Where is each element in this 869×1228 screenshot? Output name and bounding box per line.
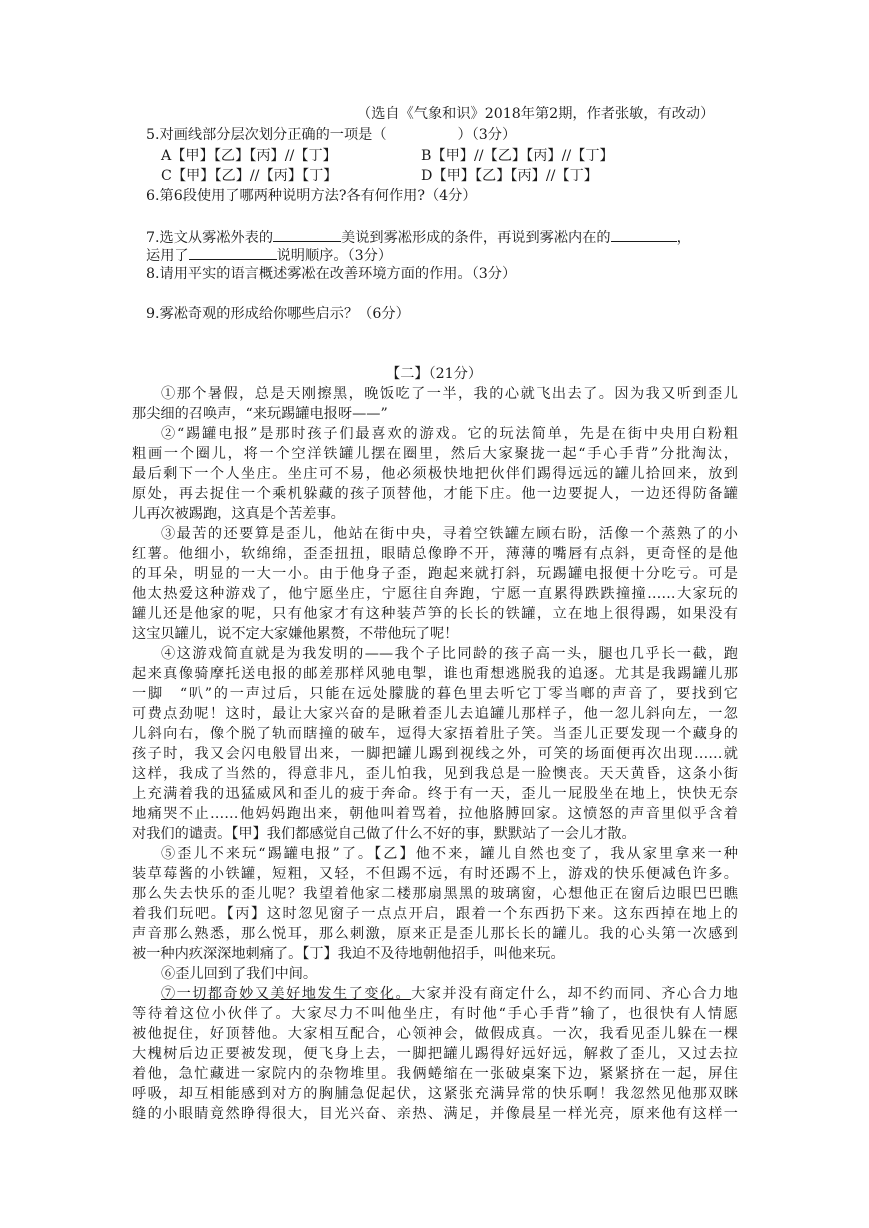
q7-text-1: 7.选文从雾凇外表的 xyxy=(146,230,274,246)
passage-line: 对我们的谴责。【甲】我们都感觉自己做了什么不好的事，默默站了一会儿才散。 xyxy=(132,826,636,842)
passage-line: 粗画一个圈儿，将一个空洋铁罐儿摆在圈里，然后大家聚拢一起“手心手背”分批淘汰， xyxy=(132,446,738,462)
passage-line: ②“踢罐电报”是那时孩子们最喜欢的游戏。它的玩法简单，先是在街中央用白粉粗 xyxy=(161,426,738,442)
passage-line: 罐儿还是他家的呢，只有他家才有这种装芦笋的长长的铁罐，立在地上很得踢，如果没有 xyxy=(132,606,738,622)
passage-line-text: 大家并没有商定什么，却不约而同、齐心合力地 xyxy=(411,986,738,1002)
question-7-line-2 xyxy=(146,245,392,266)
q7-blank-2[interactable] xyxy=(611,227,677,242)
passage-line: 呼吸，却互相能感到对方的胸脯急促起伏，这紧张充满异常的快乐啊！我忽然见他那双眯 xyxy=(132,1086,738,1102)
q7-text-5: 说明顺序。（3分） xyxy=(276,248,393,264)
passage-line: ⑥歪儿回到了我们中间。 xyxy=(161,966,318,982)
passage-line: 他太热爱这种游戏了，他宁愿坐庄，宁愿往自奔跑，宁愿一直累得跌跌撞撞……大家玩的 xyxy=(132,586,738,602)
q5-option-a: A【甲】【乙】【丙】//【丁】 xyxy=(161,148,337,164)
passage-line: 这样，我成了当然的，得意非凡，歪儿怕我，见到我总是一脸懊丧。天天黄昏，这条小街 xyxy=(132,766,738,782)
q7-text-2: 美说到雾凇形成的条件，再说到雾凇内在的 xyxy=(341,230,611,246)
passage-line: 上充满着我的迅猛威风和歪儿的疲于奔命。终于有一天，歪儿一屁股坐在地上，快快无奈 xyxy=(132,786,738,802)
passage-line: 的耳朵，明显的一大一小。由于他身子歪，跑起来就打斜，玩踢罐电报便十分吃亏。可是 xyxy=(132,566,738,582)
passage-line: ①那个暑假，总是天刚擦黑，晚饭吃了一半，我的心就飞出去了。因为我又听到歪儿 xyxy=(161,386,738,402)
question-9: 9.雾凇奇观的形成给你哪些启示？（6分） xyxy=(146,306,410,322)
passage-line: 那尖细的召唤声，“来玩踢罐电报呀——” xyxy=(132,406,388,422)
passage-line: 等待着这位小伙伴了。大家尽力不叫他坐庄，有时他“手心手背”输了，也很快有人情愿 xyxy=(132,1006,738,1022)
q5-option-d: D【甲】【乙】【丙】//【丁】 xyxy=(421,168,598,184)
passage-line: 大槐树后边正要被发现，便飞身上去，一脚把罐儿踢得好远好远，解救了歪儿，又过去拉 xyxy=(132,1046,738,1062)
q7-blank-3[interactable] xyxy=(189,245,277,260)
passage-line: ⑤歪儿不来玩“踢罐电报”了。【乙】他不来，罐儿自然也变了，我从家里拿来一种 xyxy=(161,846,738,862)
passage-line: 着我们玩吧。【丙】这时忽见窗子一点点开启，跟着一个东西扔下来。这东西掉在地上的 xyxy=(132,906,738,922)
passage-line: 孩子时，我又会闪电般冒出来，一脚把罐儿踢到视线之外，可笑的场面便再次出现……就 xyxy=(132,746,738,762)
passage-line: 这宝贝罐儿，说不定大家嫌他累赘，不带他玩了呢！ xyxy=(132,626,459,642)
passage-line: 红薯。他细小，软绵绵，歪歪扭扭，眼睛总像睁不开，薄薄的嘴唇有点斜，更奇怪的是他 xyxy=(132,546,738,562)
question-5: 5.对画线部分层次划分正确的一项是（ ）（3分） xyxy=(146,127,517,143)
passage-line: 原处，再去捉住一个乘机躲藏的孩子顶替他，才能下庄。他一边要捉人，一边还得防备罐 xyxy=(132,486,738,502)
q5-option-b: B【甲】//【乙】【丙】//【丁】 xyxy=(421,148,614,164)
passage-line: 最后剩下一个人坐庄。坐庄可不易，他必须极快地把伙伴们踢得远远的罐儿拾回来，放到 xyxy=(132,466,738,482)
passage-line: 儿斜向右，像个脱了轨而瞎撞的破车，逗得大家捂着肚子笑。当歪儿正要发现一个藏身的 xyxy=(132,726,738,742)
passage-line: 被一种内疚深深地刺痛了。【丁】我迫不及待地朝他招手，叫他来玩。 xyxy=(132,946,565,962)
passage-line: 地痛哭不止……他妈妈跑出来，朝他叫着骂着，拉他胳膊回家。这愤怒的声音里似乎含着 xyxy=(132,806,738,822)
passage-line: 被他捉住，好顶替他。大家相互配合，心领神会，做假成真。一次，我看见歪儿躲在一棵 xyxy=(132,1026,738,1042)
section-2-title: 【二】（21分） xyxy=(386,366,483,382)
passage-line: ④这游戏简直就是为我发明的——我个子比同龄的孩子高一头，腿也几乎长一截，跑 xyxy=(161,646,738,662)
underlined-sentence: ⑦一切都奇妙又美好地发生了变化。 xyxy=(161,986,412,1002)
q5-option-c: C【甲】【乙】//【丙】【丁】 xyxy=(161,168,338,184)
passage-line: 儿再次被踢跑，这真是个苦差事。 xyxy=(132,506,345,522)
passage-line: ③最苦的还要算是歪儿，他站在街中央，寻着空铁罐左顾右盼，活像一个蒸熟了的小 xyxy=(161,526,738,542)
q7-text-3: ， xyxy=(676,230,691,246)
passage-line: 缝的小眼睛竟然睁得很大，目光兴奋、亲热、满足，并像晨星一样光亮，原来他有这样一 xyxy=(132,1106,738,1122)
q7-blank-1[interactable] xyxy=(273,227,341,242)
passage-line xyxy=(161,984,738,1004)
source-note: （选自《气象和识》2018年第2期，作者张敏，有改动） xyxy=(357,106,715,122)
passage-line: 声音那么熟悉，那么悦耳，那么刺激，原来正是歪儿那长长的罐儿。我的心头第一次感到 xyxy=(132,926,738,942)
passage-line: 那么失去快乐的歪儿呢？我望着他家二楼那扇黑黑的玻璃窗，心想他正在窗后边眼巴巴瞧 xyxy=(132,886,738,902)
passage-line: 装草莓酱的小铁罐，短粗，又轻，不但踢不远，有时还踢不上，游戏的快乐便减色许多。 xyxy=(132,866,738,882)
passage-line: 起来真像骑摩托送电报的邮差那样风驰电掣，谁也甭想逃脱我的追逐。尤其是我踢罐儿那 xyxy=(132,666,738,682)
question-8: 8.请用平实的语言概述雾凇在改善环境方面的作用。（3分） xyxy=(146,266,517,282)
question-6: 6.第6段使用了哪两种说明方法?各有何作用?（4分） xyxy=(146,188,477,204)
q7-text-4: 运用了 xyxy=(146,248,189,264)
passage-line: 一脚 “叭”的一声过后，只能在远处朦胧的暮色里去听它丁零当啷的声音了，要找到它 xyxy=(132,686,738,702)
passage-line: 着他，急忙藏进一家院内的杂物堆里。我俩蜷缩在一张破桌案下边，紧紧挤在一起，屏住 xyxy=(132,1066,738,1082)
passage-line: 可费点劲呢！这时，最让大家兴奋的是瞅着歪儿去追罐儿那样子，他一忽儿斜向左，一忽 xyxy=(132,706,738,722)
